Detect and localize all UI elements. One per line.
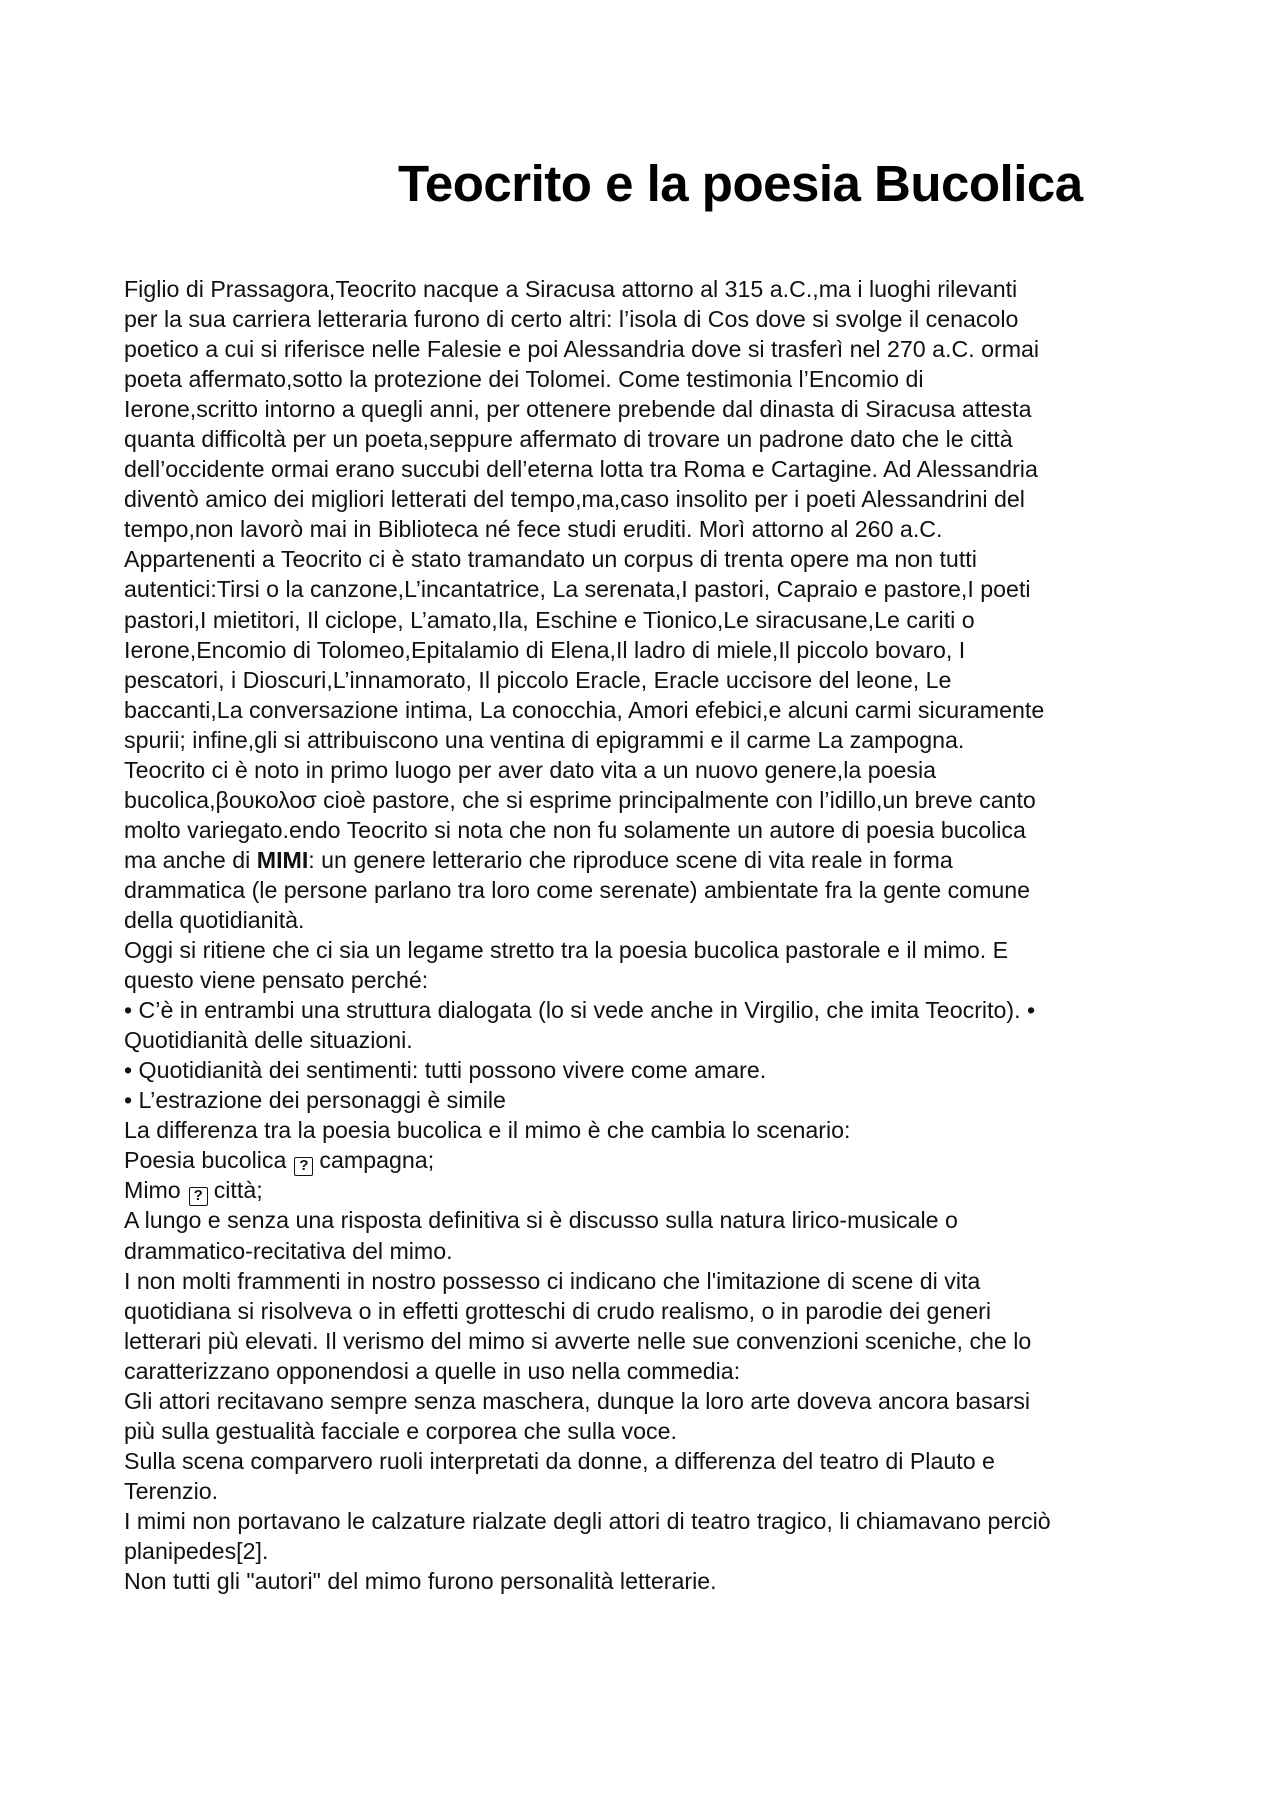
text-line: Quotidianità delle situazioni.	[124, 1027, 413, 1054]
text-line: Gli attori recitavano sempre senza maschera, dunque la loro arte doveva ancora basarsi	[124, 1387, 1031, 1414]
text-line: quotidiana si risolveva o in effetti grotteschi di crudo realismo, o in parodie dei generi	[124, 1297, 992, 1324]
text-line: Oggi si ritiene che ci sia un legame stretto tra la poesia bucolica pastorale e il mimo. E	[124, 937, 1009, 964]
bullet-line: • L’estrazione dei personaggi è simile	[124, 1087, 506, 1114]
text-line: planipedes[2].	[124, 1537, 269, 1564]
text-line: La differenza tra la poesia bucolica e il mimo è che cambia lo scenario:	[124, 1117, 851, 1144]
text-line: tempo,non lavorò mai in Biblioteca né fece studi eruditi. Morì attorno al 260 a.C.	[124, 516, 943, 543]
text-line: Terenzio.	[124, 1477, 219, 1504]
text-line: molto variegato.endo Teocrito si nota che non fu solamente un autore di poesia bucolica	[124, 816, 1026, 843]
text-line: per la sua carriera letteraria furono di certo altri: l’isola di Cos dove si svolge il cenacolo	[124, 306, 1019, 333]
setting-label: Poesia bucolica	[124, 1147, 287, 1174]
mimi-bold-term: MIMI	[256, 846, 309, 873]
text-line: quanta difficoltà per un poeta,seppure affermato di trovare un padrone dato che le città	[124, 426, 1013, 453]
text-line: Teocrito ci è noto in primo luogo per aver dato vita a un nuovo genere,la poesia	[124, 756, 937, 783]
text-line: I non molti frammenti in nostro possesso ci indicano che l'imitazione di scene di vita	[124, 1267, 981, 1294]
bullet-line: • Quotidianità dei sentimenti: tutti possono vivere come amare.	[124, 1057, 767, 1084]
bullet-line: • C’è in entrambi una struttura dialogata (lo si vede anche in Virgilio, che imita Teocrito). •	[124, 997, 1036, 1024]
text-line: della quotidianità.	[124, 906, 305, 933]
text-line: drammatico-recitativa del mimo.	[124, 1237, 453, 1264]
text-line: baccanti,La conversazione intima, La conocchia, Amori efebici,e alcuni carmi sicuramente	[124, 696, 1045, 723]
text-line: bucolica,βουκολοσ cioè pastore, che si esprime principalmente con l’idillo,un breve canto	[124, 786, 1036, 813]
text-line: pescatori, i Dioscuri,L’innamorato, Il piccolo Eracle, Eracle uccisore del leone, Le	[124, 666, 952, 693]
setting-line-bucolica	[124, 1145, 1174, 1175]
text-line: dell’occidente ormai erano succubi dell’eterna lotta tra Roma e Cartagine. Ad Alessandria	[124, 456, 1038, 483]
text-line: Non tutti gli "autori" del mimo furono personalità letterarie.	[124, 1568, 717, 1595]
setting-value: città;	[213, 1177, 263, 1204]
text-line: pastori,I mietitori, Il ciclope, L’amato,Ila, Eschine e Tionico,Le siracusane,Le cariti o	[124, 606, 975, 633]
text-line: drammatica (le persone parlano tra loro come serenate) ambientate fra la gente comune	[124, 876, 1031, 903]
text-line: A lungo e senza una risposta definitiva si è discusso sulla natura lirico-musicale o	[124, 1207, 958, 1234]
text-line-mimi	[124, 845, 1174, 875]
missing-glyph-icon: ?	[294, 1157, 313, 1176]
text-line: questo viene pensato perché:	[124, 967, 429, 994]
text-line: letterari più elevati. Il verismo del mimo si avverte nelle sue convenzioni sceniche, che lo	[124, 1327, 1032, 1354]
text-line: autentici:Tirsi o la canzone,L’incantatrice, La serenata,I pastori, Capraio e pastore,I poeti	[124, 576, 1031, 603]
text-fragment: : un genere letterario che riproduce scene di vita reale in forma	[308, 846, 953, 873]
setting-label: Mimo	[124, 1177, 181, 1204]
text-line: caratterizzano opponendosi a quelle in uso nella commedia:	[124, 1357, 741, 1384]
text-line: poetico a cui si riferisce nelle Falesie e poi Alessandria dove si trasferì nel 270 a.C. ormai	[124, 336, 1040, 363]
text-line: Figlio di Prassagora,Teocrito nacque a Siracusa attorno al 315 a.C.,ma i luoghi rilevanti	[124, 276, 1018, 302]
missing-glyph-icon: ?	[189, 1187, 208, 1206]
text-fragment: ma anche di	[124, 846, 257, 873]
text-line: Ierone,scritto intorno a quegli anni, per ottenere prebende dal dinasta di Siracusa attesta	[124, 396, 1032, 423]
text-line: I mimi non portavano le calzature rialzate degli attori di teatro tragico, li chiamavano perciò	[124, 1507, 1051, 1534]
text-line: Ierone,Encomio di Tolomeo,Epitalamio di Elena,Il ladro di miele,Il piccolo bovaro, I	[124, 636, 966, 663]
text-line: più sulla gestualità facciale e corporea che sulla voce.	[124, 1417, 677, 1444]
text-line: Sulla scena comparvero ruoli interpretati da donne, a differenza del teatro di Plauto e	[124, 1447, 995, 1474]
setting-line-mimo	[124, 1175, 1174, 1205]
text-line: poeta affermato,sotto la protezione dei Tolomei. Come testimonia l’Encomio di	[124, 366, 924, 393]
text-line: Appartenenti a Teocrito ci è stato tramandato un corpus di trenta opere ma non tutti	[124, 546, 977, 573]
page-title: Teocrito e la poesia Bucolica	[398, 155, 1083, 212]
text-line: diventò amico dei migliori letterati del tempo,ma,caso insolito per i poeti Alessandrini del	[124, 486, 1025, 513]
document-body	[124, 274, 1174, 1596]
text-line: spurii; infine,gli si attribuiscono una ventina di epigrammi e il carme La zampogna.	[124, 726, 965, 753]
setting-value: campagna;	[319, 1147, 435, 1174]
